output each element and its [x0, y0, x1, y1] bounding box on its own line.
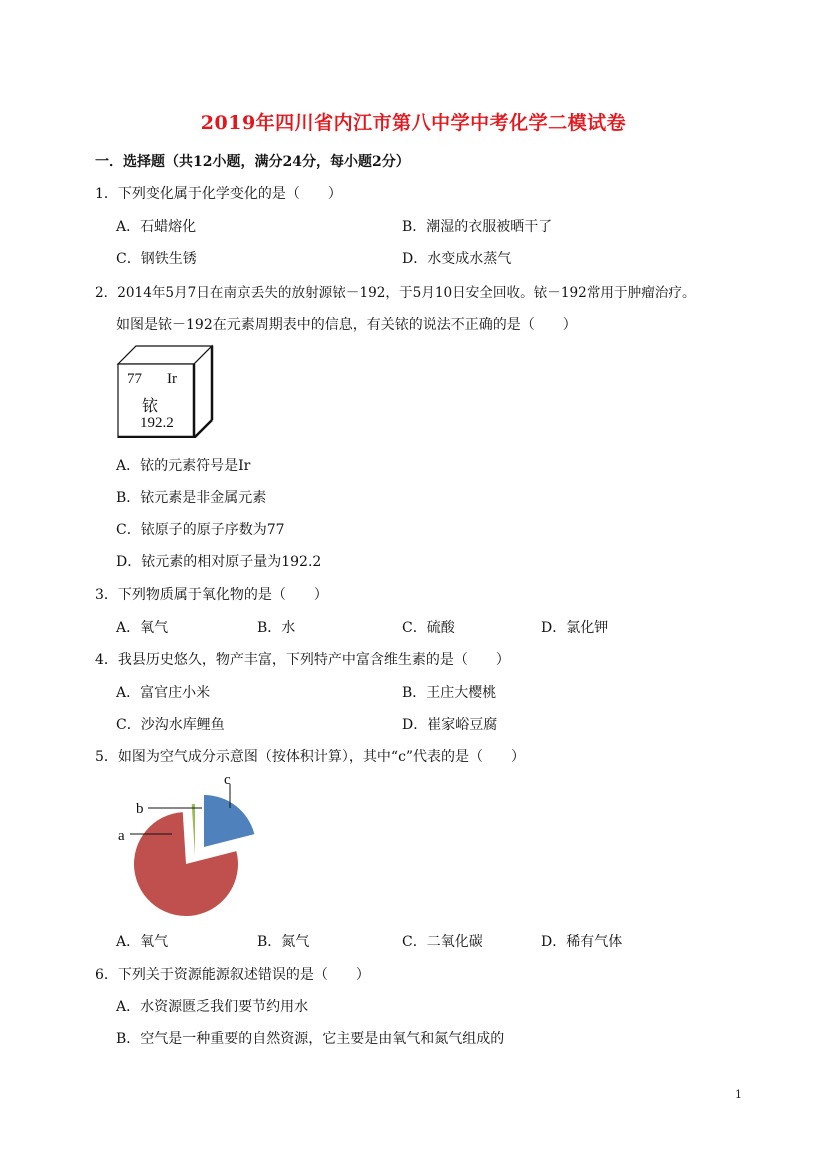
question-2-stem: 2．2014年5月7日在南京丢失的放射源铱－192，于5月10日安全回收。铱－192常用于肿瘤治疗。	[95, 285, 696, 301]
q2-option-a: A．铱的元素符号是Ir	[116, 458, 251, 474]
q4-option-d: D．崔家峪豆腐	[402, 717, 498, 733]
question-2-stem-line2: 如图是铱－192在元素周期表中的信息，有关铱的说法不正确的是（ ）	[116, 317, 577, 333]
q1-option-b: B．潮湿的衣服被晒干了	[402, 219, 553, 235]
q2-option-d: D．铱元素的相对原子量为192.2	[116, 554, 322, 570]
q5-option-a: A．氧气	[116, 934, 169, 950]
q4-option-a: A．富官庄小米	[116, 685, 211, 701]
q5-option-d: D．稀有气体	[541, 934, 623, 950]
q5-option-b: B．氮气	[257, 934, 310, 950]
pie-label-a: a	[118, 828, 125, 844]
question-6-stem: 6．下列关于资源能源叙述错误的是（ ）	[95, 967, 370, 983]
pie-label-b: b	[136, 801, 144, 817]
q6-option-b: B．空气是一种重要的自然资源，它主要是由氧气和氮气组成的	[116, 1031, 505, 1047]
element-symbol: Ir	[167, 371, 177, 387]
q5-option-c: C．二氧化碳	[402, 934, 483, 950]
q1-option-d: D．水变成水蒸气	[402, 251, 512, 267]
q3-option-b: B．水	[257, 620, 296, 636]
q3-option-a: A．氧气	[116, 620, 169, 636]
q1-option-c: C．钢铁生锈	[116, 251, 197, 267]
question-4-stem: 4．我县历史悠久，物产丰富，下列特产中富含维生素的是（ ）	[95, 652, 510, 668]
pie-chart-svg	[110, 772, 270, 920]
section-heading: 一．选择题（共12小题，满分24分，每小题2分）	[95, 154, 410, 170]
q4-option-c: C．沙沟水库鲤鱼	[116, 717, 225, 733]
air-composition-pie-chart	[110, 772, 270, 920]
question-5-stem: 5．如图为空气成分示意图（按体积计算），其中“c”代表的是（ ）	[95, 749, 526, 765]
pie-slice-c	[204, 795, 254, 847]
pie-slice-b	[192, 804, 195, 856]
q3-option-c: C．硫酸	[402, 620, 455, 636]
page-title: 2019年四川省内江市第八中学中考化学二模试卷	[200, 112, 627, 134]
element-name: 铱	[142, 396, 159, 415]
question-3-stem: 3．下列物质属于氧化物的是（ ）	[95, 587, 328, 603]
question-1-stem: 1．下列变化属于化学变化的是（ ）	[95, 186, 342, 202]
q4-option-b: B．王庄大樱桃	[402, 685, 497, 701]
q2-option-b: B．铱元素是非金属元素	[116, 490, 267, 506]
atomic-number: 77	[127, 371, 142, 387]
q3-option-d: D．氯化钾	[541, 620, 609, 636]
q1-option-a: A．石蜡熔化	[116, 219, 197, 235]
element-card-iridium	[116, 344, 214, 438]
page-number: 1	[735, 1088, 742, 1101]
atomic-mass: 192.2	[140, 415, 174, 431]
q6-option-a: A．水资源匮乏我们要节约用水	[116, 999, 309, 1015]
pie-label-c: c	[224, 772, 231, 788]
q2-option-c: C．铱原子的原子序数为77	[116, 522, 285, 538]
